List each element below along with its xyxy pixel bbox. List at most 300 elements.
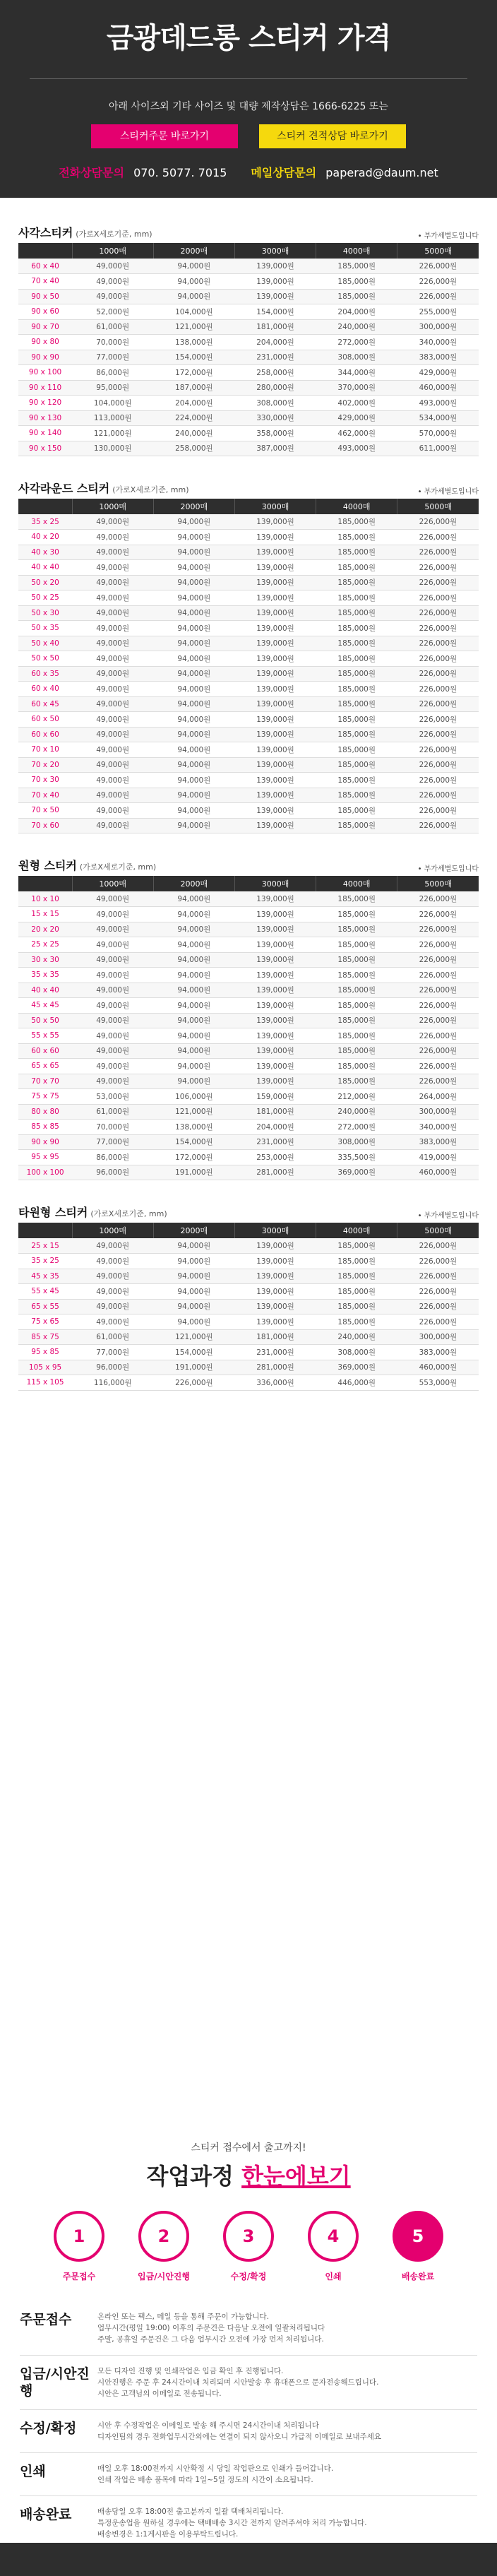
price-cell: 139,000원 — [234, 1043, 316, 1059]
column-header: 1000매 — [72, 1223, 153, 1238]
price-cell: 49,000원 — [72, 968, 153, 983]
price-cell: 77,000원 — [72, 350, 153, 365]
column-header: 3000매 — [234, 499, 316, 514]
price-cell: 139,000원 — [234, 1284, 316, 1300]
size-cell: 90 x 120 — [18, 396, 72, 411]
price-cell: 187,000원 — [153, 380, 234, 396]
price-cell: 185,000원 — [316, 682, 397, 697]
phone-label: 전화상담문의 — [59, 166, 124, 179]
price-cell: 121,000원 — [153, 1329, 234, 1345]
price-cell: 49,000원 — [72, 1299, 153, 1314]
table-row — [18, 1269, 479, 1284]
price-cell: 185,000원 — [316, 1284, 397, 1300]
step-label: 주문접수 — [62, 2272, 96, 2281]
price-cell: 226,000원 — [397, 590, 479, 606]
price-cell: 94,000원 — [153, 907, 234, 922]
price-cell: 121,000원 — [72, 426, 153, 441]
price-cell: 185,000원 — [316, 937, 397, 953]
price-table — [18, 876, 479, 1180]
size-cell: 95 x 95 — [18, 1150, 72, 1165]
price-cell: 139,000원 — [234, 560, 316, 576]
table-row — [18, 1375, 479, 1391]
price-cell: 77,000원 — [72, 1345, 153, 1360]
price-cell: 226,000원 — [397, 1314, 479, 1330]
price-cell: 181,000원 — [234, 319, 316, 335]
process-title — [0, 2159, 497, 2191]
price-cell: 383,000원 — [397, 350, 479, 365]
price-cell: 181,000원 — [234, 1104, 316, 1120]
process-step — [47, 2211, 111, 2282]
section-unit: (가로X세로기준, mm) — [76, 230, 152, 239]
price-cell: 49,000원 — [72, 998, 153, 1014]
price-cell: 94,000원 — [153, 1028, 234, 1044]
size-cell: 90 x 90 — [18, 350, 72, 365]
table-row — [18, 1059, 479, 1074]
table-row — [18, 560, 479, 576]
table-row — [18, 712, 479, 728]
size-cell: 70 x 30 — [18, 773, 72, 788]
price-cell: 49,000원 — [72, 983, 153, 998]
size-cell: 115 x 105 — [18, 1375, 72, 1391]
price-cell: 300,000원 — [397, 1329, 479, 1345]
price-cell: 185,000원 — [316, 666, 397, 682]
size-cell: 55 x 55 — [18, 1028, 72, 1044]
price-cell: 49,000원 — [72, 545, 153, 560]
price-cell: 185,000원 — [316, 1269, 397, 1284]
table-row — [18, 530, 479, 545]
price-cell: 49,000원 — [72, 259, 153, 274]
table-row — [18, 350, 479, 365]
step-circle — [393, 2211, 443, 2262]
price-cell: 94,000원 — [153, 1059, 234, 1074]
table-row — [18, 304, 479, 320]
table-row — [18, 651, 479, 667]
detail-label: 입금/시안진행 — [20, 2366, 90, 2399]
table-row — [18, 1360, 479, 1375]
detail-row — [20, 2453, 477, 2496]
table-row — [18, 410, 479, 426]
price-cell: 172,000원 — [153, 1150, 234, 1165]
price-cell: 226,000원 — [397, 937, 479, 953]
detail-label: 인쇄 — [20, 2464, 46, 2479]
table-row — [18, 1299, 479, 1314]
table-row — [18, 952, 479, 968]
price-cell: 49,000원 — [72, 1314, 153, 1330]
price-cell: 185,000원 — [316, 1059, 397, 1074]
size-cell: 55 x 45 — [18, 1284, 72, 1300]
price-cell: 94,000원 — [153, 605, 234, 621]
table-row — [18, 696, 479, 712]
price-cell: 49,000원 — [72, 803, 153, 819]
table-row — [18, 365, 479, 381]
price-cell: 94,000원 — [153, 696, 234, 712]
price-cell: 49,000원 — [72, 757, 153, 773]
price-sections — [0, 219, 497, 1391]
price-cell: 226,000원 — [397, 983, 479, 998]
table-row — [18, 727, 479, 742]
column-header: 2000매 — [153, 499, 234, 514]
step-number: 5 — [412, 2226, 424, 2246]
price-cell: 139,000원 — [234, 1013, 316, 1028]
price-cell: 258,000원 — [234, 365, 316, 381]
price-cell: 226,000원 — [397, 605, 479, 621]
price-cell: 383,000원 — [397, 1134, 479, 1150]
price-cell: 534,000원 — [397, 410, 479, 426]
price-cell: 86,000원 — [72, 1150, 153, 1165]
price-cell: 185,000원 — [316, 274, 397, 290]
price-cell: 53,000원 — [72, 1089, 153, 1105]
size-cell: 90 x 90 — [18, 1134, 72, 1150]
price-cell: 139,000원 — [234, 922, 316, 937]
price-cell: 185,000원 — [316, 575, 397, 590]
price-cell: 139,000원 — [234, 545, 316, 560]
price-cell: 226,000원 — [397, 530, 479, 545]
table-row — [18, 335, 479, 350]
price-cell: 94,000원 — [153, 983, 234, 998]
size-cell: 70 x 70 — [18, 1074, 72, 1089]
price-cell: 460,000원 — [397, 380, 479, 396]
price-cell: 49,000원 — [72, 773, 153, 788]
size-cell: 60 x 50 — [18, 712, 72, 728]
price-cell: 226,000원 — [397, 259, 479, 274]
price-cell: 226,000원 — [397, 907, 479, 922]
price-cell: 49,000원 — [72, 1059, 153, 1074]
price-cell: 308,000원 — [316, 350, 397, 365]
price-cell: 49,000원 — [72, 937, 153, 953]
table-row — [18, 396, 479, 411]
price-cell: 94,000원 — [153, 952, 234, 968]
size-cell: 90 x 70 — [18, 319, 72, 335]
price-cell: 185,000원 — [316, 818, 397, 833]
price-cell: 272,000원 — [316, 335, 397, 350]
price-cell: 191,000원 — [153, 1360, 234, 1375]
section-header — [18, 219, 479, 243]
price-cell: 258,000원 — [153, 441, 234, 456]
column-header: 1000매 — [72, 243, 153, 259]
price-cell: 139,000원 — [234, 803, 316, 819]
price-section — [0, 475, 497, 833]
price-section — [0, 1199, 497, 1391]
detail-text: 온라인 또는 팩스, 메일 등을 통해 주문이 가능합니다. 업무시간(평일 19:00) 이후의 주문건은 다음날 오전에 일괄처리됩니다 주말, 공휴일 주문건은 그 다음 업무시간 오전에 가장 먼저 처리됩니다. — [97, 2313, 325, 2344]
price-cell: 121,000원 — [153, 319, 234, 335]
price-cell: 86,000원 — [72, 365, 153, 381]
price-cell: 94,000원 — [153, 922, 234, 937]
price-cell: 185,000원 — [316, 983, 397, 998]
email-label: 메일상담문의 — [251, 166, 317, 179]
price-cell: 94,000원 — [153, 259, 234, 274]
step-number: 2 — [157, 2226, 170, 2246]
price-cell: 226,000원 — [397, 757, 479, 773]
table-row — [18, 605, 479, 621]
price-cell: 185,000원 — [316, 773, 397, 788]
size-cell: 65 x 65 — [18, 1059, 72, 1074]
price-cell: 94,000원 — [153, 803, 234, 819]
size-cell: 90 x 140 — [18, 426, 72, 441]
column-header: 4000매 — [316, 1223, 397, 1238]
price-cell: 185,000원 — [316, 1043, 397, 1059]
size-cell: 25 x 25 — [18, 937, 72, 953]
size-cell: 20 x 20 — [18, 922, 72, 937]
order-button[interactable]: 스티커주문 바로가기 — [91, 124, 238, 148]
size-cell: 90 x 100 — [18, 365, 72, 381]
detail-label: 수정/확정 — [20, 2421, 77, 2436]
price-cell: 49,000원 — [72, 605, 153, 621]
price-cell: 226,000원 — [397, 1043, 479, 1059]
vat-note: • 부가세별도입니다 — [417, 488, 479, 496]
size-cell: 90 x 110 — [18, 380, 72, 396]
price-cell: 231,000원 — [234, 350, 316, 365]
price-cell: 139,000원 — [234, 666, 316, 682]
column-header: 5000매 — [397, 1223, 479, 1238]
section-header — [18, 475, 479, 499]
price-cell: 49,000원 — [72, 818, 153, 833]
table-row — [18, 1104, 479, 1120]
price-cell: 139,000원 — [234, 742, 316, 758]
size-cell: 35 x 35 — [18, 968, 72, 983]
price-cell: 49,000원 — [72, 742, 153, 758]
column-header: 3000매 — [234, 243, 316, 259]
detail-text: 모든 디자인 진행 및 인쇄작업은 입금 확인 후 진행됩니다. 시안진행은 주문 후 24시간이내 처리되며 시안발송 후 휴대폰으로 문자전송해드립니다. 시안은 고객님의 이메일로 전송됩니다. — [97, 2367, 379, 2398]
price-cell: 369,000원 — [316, 1165, 397, 1180]
price-section — [0, 219, 497, 456]
email-contact — [251, 164, 438, 180]
price-cell: 226,000원 — [397, 682, 479, 697]
size-cell: 10 x 10 — [18, 891, 72, 907]
price-cell: 462,000원 — [316, 426, 397, 441]
price-cell: 226,000원 — [397, 1013, 479, 1028]
column-header: 5000매 — [397, 243, 479, 259]
price-cell: 139,000원 — [234, 289, 316, 304]
price-cell: 253,000원 — [234, 1150, 316, 1165]
price-cell: 94,000원 — [153, 514, 234, 530]
price-cell: 255,000원 — [397, 304, 479, 320]
page-title: 금광데드롱 스티커 가격 — [106, 22, 391, 54]
size-cell: 40 x 20 — [18, 530, 72, 545]
process-details — [20, 2301, 477, 2551]
column-header: 1000매 — [72, 499, 153, 514]
price-cell: 231,000원 — [234, 1134, 316, 1150]
price-cell: 49,000원 — [72, 590, 153, 606]
price-cell: 139,000원 — [234, 651, 316, 667]
price-cell: 226,000원 — [397, 560, 479, 576]
price-cell: 94,000원 — [153, 530, 234, 545]
price-cell: 49,000원 — [72, 530, 153, 545]
price-cell: 139,000원 — [234, 1314, 316, 1330]
size-cell: 25 x 15 — [18, 1238, 72, 1254]
price-cell: 185,000원 — [316, 590, 397, 606]
price-cell: 94,000원 — [153, 1043, 234, 1059]
table-header — [18, 876, 479, 891]
email-address[interactable]: paperad@daum.net — [325, 166, 438, 179]
table-row — [18, 1028, 479, 1044]
price-cell: 121,000원 — [153, 1104, 234, 1120]
price-cell: 139,000원 — [234, 1059, 316, 1074]
price-cell: 226,000원 — [397, 651, 479, 667]
price-cell: 185,000원 — [316, 968, 397, 983]
price-cell: 52,000원 — [72, 304, 153, 320]
column-header: 2000매 — [153, 1223, 234, 1238]
price-cell: 139,000원 — [234, 757, 316, 773]
vat-note: • 부가세별도입니다 — [417, 1212, 479, 1220]
price-cell: 139,000원 — [234, 1238, 316, 1254]
step-circle — [223, 2211, 274, 2262]
price-cell: 94,000원 — [153, 968, 234, 983]
price-cell: 383,000원 — [397, 1345, 479, 1360]
price-cell: 94,000원 — [153, 274, 234, 290]
price-cell: 94,000원 — [153, 1284, 234, 1300]
price-cell: 138,000원 — [153, 1120, 234, 1135]
size-cell: 40 x 30 — [18, 545, 72, 560]
table-row — [18, 1284, 479, 1300]
price-cell: 104,000원 — [153, 304, 234, 320]
price-cell: 139,000원 — [234, 773, 316, 788]
size-cell: 70 x 60 — [18, 818, 72, 833]
price-cell: 226,000원 — [397, 1028, 479, 1044]
price-cell: 358,000원 — [234, 426, 316, 441]
column-header: 5000매 — [397, 876, 479, 891]
size-cell: 90 x 150 — [18, 441, 72, 456]
process-subtitle: 스티커 접수에서 출고까지! — [191, 2142, 306, 2154]
size-cell: 75 x 75 — [18, 1089, 72, 1105]
price-cell: 185,000원 — [316, 696, 397, 712]
price-cell: 185,000원 — [316, 289, 397, 304]
price-cell: 139,000원 — [234, 1254, 316, 1269]
price-cell: 272,000원 — [316, 1120, 397, 1135]
phone-number[interactable]: 070. 5077. 7015 — [133, 166, 227, 179]
price-cell: 49,000원 — [72, 788, 153, 803]
price-cell: 139,000원 — [234, 530, 316, 545]
price-cell: 226,000원 — [397, 274, 479, 290]
price-cell: 139,000원 — [234, 696, 316, 712]
price-cell: 240,000원 — [316, 1104, 397, 1120]
table-row — [18, 907, 479, 922]
table-row — [18, 1329, 479, 1345]
section-unit: (가로X세로기준, mm) — [90, 1209, 167, 1218]
price-cell: 139,000원 — [234, 712, 316, 728]
price-cell: 226,000원 — [397, 575, 479, 590]
step-label: 인쇄 — [325, 2272, 342, 2281]
price-cell: 185,000원 — [316, 545, 397, 560]
price-cell: 226,000원 — [397, 666, 479, 682]
price-cell: 139,000원 — [234, 514, 316, 530]
price-cell: 139,000원 — [234, 907, 316, 922]
process-step — [217, 2211, 280, 2282]
table-row — [18, 289, 479, 304]
price-cell: 226,000원 — [397, 514, 479, 530]
size-cell: 35 x 25 — [18, 1254, 72, 1269]
price-cell: 49,000원 — [72, 891, 153, 907]
table-row — [18, 1043, 479, 1059]
price-cell: 94,000원 — [153, 937, 234, 953]
size-cell: 50 x 50 — [18, 1013, 72, 1028]
size-cell: 50 x 25 — [18, 590, 72, 606]
column-header — [18, 243, 72, 259]
price-cell: 94,000원 — [153, 666, 234, 682]
price-cell: 280,000원 — [234, 380, 316, 396]
price-cell: 94,000원 — [153, 1074, 234, 1089]
price-cell: 226,000원 — [397, 712, 479, 728]
price-cell: 340,000원 — [397, 335, 479, 350]
price-cell: 446,000원 — [316, 1375, 397, 1391]
price-cell: 94,000원 — [153, 773, 234, 788]
price-cell: 370,000원 — [316, 380, 397, 396]
price-cell: 185,000원 — [316, 605, 397, 621]
price-cell: 106,000원 — [153, 1089, 234, 1105]
process-step — [132, 2211, 196, 2282]
process-step — [386, 2211, 450, 2282]
price-cell: 49,000원 — [72, 1254, 153, 1269]
price-cell: 61,000원 — [72, 1329, 153, 1345]
table-row — [18, 1120, 479, 1135]
process-step — [301, 2211, 365, 2282]
price-cell: 49,000원 — [72, 289, 153, 304]
price-cell: 281,000원 — [234, 1360, 316, 1375]
header-info: 아래 사이즈외 기타 사이즈 및 대량 제작상담은 1666-6225 또는 — [109, 101, 388, 112]
price-cell: 185,000원 — [316, 1238, 397, 1254]
table-row — [18, 803, 479, 819]
table-row — [18, 937, 479, 953]
price-cell: 139,000원 — [234, 1269, 316, 1284]
footer-bar — [0, 2543, 497, 2576]
section-title-text: 타원형 스티커 — [18, 1206, 88, 1219]
price-cell: 96,000원 — [72, 1360, 153, 1375]
estimate-button[interactable]: 스티커 견적상담 바로가기 — [259, 124, 406, 148]
price-cell: 402,000원 — [316, 396, 397, 411]
size-cell: 80 x 80 — [18, 1104, 72, 1120]
table-row — [18, 968, 479, 983]
price-cell: 185,000원 — [316, 636, 397, 651]
price-cell: 185,000원 — [316, 727, 397, 742]
price-cell: 300,000원 — [397, 1104, 479, 1120]
detail-row — [20, 2356, 477, 2410]
step-circle — [308, 2211, 359, 2262]
table-row — [18, 666, 479, 682]
process-steps — [0, 2211, 497, 2282]
section-title-text: 원형 스티커 — [18, 859, 77, 872]
process-title-b: 한눈에보기 — [241, 2163, 351, 2190]
price-cell: 308,000원 — [234, 396, 316, 411]
price-cell: 493,000원 — [397, 396, 479, 411]
price-cell: 116,000원 — [72, 1375, 153, 1391]
price-cell: 139,000원 — [234, 621, 316, 636]
price-cell: 181,000원 — [234, 1329, 316, 1345]
price-section — [0, 852, 497, 1180]
size-cell: 45 x 45 — [18, 998, 72, 1014]
size-cell: 70 x 50 — [18, 803, 72, 819]
price-cell: 94,000원 — [153, 742, 234, 758]
price-table — [18, 243, 479, 456]
table-row — [18, 319, 479, 335]
price-cell: 49,000원 — [72, 952, 153, 968]
price-cell: 330,000원 — [234, 410, 316, 426]
price-cell: 94,000원 — [153, 1238, 234, 1254]
header — [0, 0, 497, 198]
price-cell: 94,000원 — [153, 590, 234, 606]
size-cell: 50 x 30 — [18, 605, 72, 621]
section-title-text: 사각라운드 스티커 — [18, 482, 110, 495]
price-cell: 185,000원 — [316, 788, 397, 803]
price-cell: 139,000원 — [234, 636, 316, 651]
price-cell: 281,000원 — [234, 1165, 316, 1180]
price-cell: 226,000원 — [397, 742, 479, 758]
price-cell: 185,000원 — [316, 712, 397, 728]
price-cell: 49,000원 — [72, 274, 153, 290]
header-contact — [0, 164, 497, 180]
price-cell: 226,000원 — [397, 952, 479, 968]
price-cell: 185,000원 — [316, 1254, 397, 1269]
price-cell: 226,000원 — [153, 1375, 234, 1391]
price-cell: 185,000원 — [316, 1013, 397, 1028]
